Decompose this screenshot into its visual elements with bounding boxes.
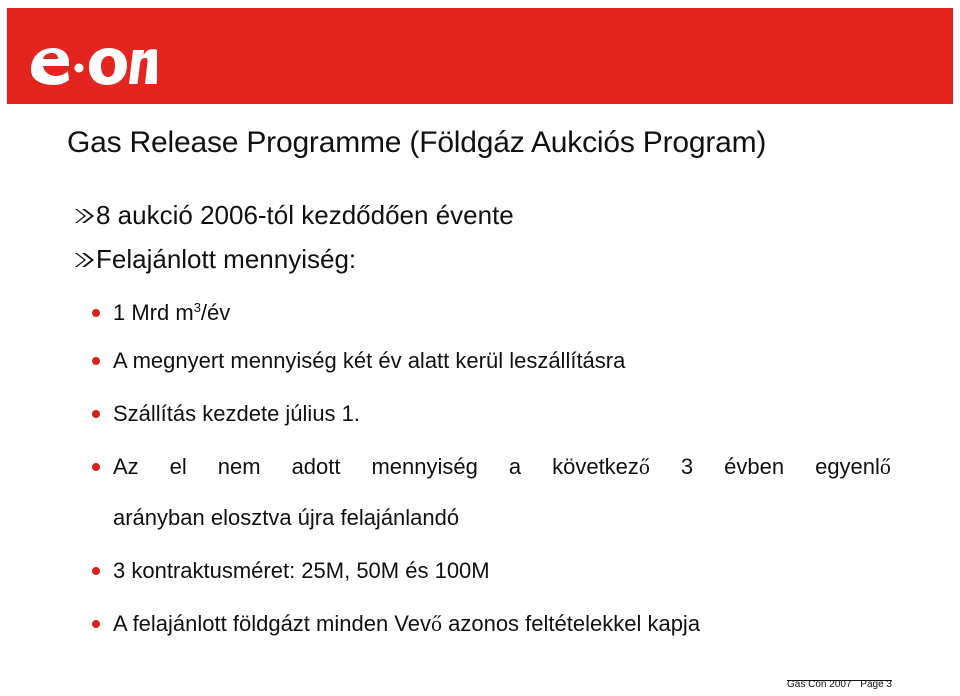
main-bullet-text: 8 aukció 2006-tól kezdődően évente (96, 200, 514, 230)
word: a (508, 454, 522, 479)
bullet-dot-icon (92, 309, 100, 317)
text-part: ő (431, 611, 442, 636)
word: Az (113, 454, 139, 479)
bullet-dot-icon (92, 357, 100, 365)
word: 3 (680, 454, 694, 479)
sub-bullet-unsold-line2: arányban elosztva újra felajánlandó (113, 505, 460, 530)
sub-bullet-delivery-start: Szállítás kezdete július 1. (113, 401, 361, 426)
volume-unit: /év (200, 300, 231, 325)
slide-title: Gas Release Programme (Földgáz Aukciós Program) (67, 126, 767, 159)
footer (781, 679, 892, 690)
eon-logo-icon (25, 34, 157, 90)
footer-page-number: Page 3 (860, 679, 892, 690)
bullet-dot-icon (92, 410, 100, 418)
arrow-bullet-icon (72, 249, 94, 271)
header-banner (7, 8, 953, 104)
word-part: ő (879, 454, 891, 479)
sub-bullet-delivery-period: A megnyert mennyiség két év alatt kerül leszállításra (113, 348, 626, 373)
bullet-dot-icon (92, 463, 100, 471)
volume-text: 1 Mrd m (113, 300, 194, 325)
text-part: A felajánlott földgázt minden Vev (113, 611, 431, 636)
main-bullet-text: Felajánlott mennyiség: (96, 244, 357, 274)
footer-event: Gas Con 2007 (787, 679, 852, 690)
sub-bullet-volume (113, 300, 230, 326)
eon-logo (25, 34, 157, 90)
bullet-dot-icon (92, 620, 100, 628)
main-bullet-quantity (72, 244, 356, 275)
word-part: következ (552, 454, 639, 479)
word-part: ő (638, 454, 650, 479)
word: adott (291, 454, 341, 479)
bullet-dot-icon (92, 567, 100, 575)
sub-bullet-contract-sizes: 3 kontraktusméret: 25M, 50M és 100M (113, 558, 490, 583)
word: el (169, 454, 187, 479)
volume-exponent: 3 (193, 300, 201, 315)
word: évben (724, 454, 785, 479)
word-part: egyenl (815, 454, 880, 479)
word: nem (217, 454, 261, 479)
sub-bullet-buyer-terms (113, 611, 700, 637)
arrow-bullet-icon (72, 205, 94, 227)
word (815, 454, 891, 480)
text-part: azonos feltételekkel kapja (442, 611, 701, 636)
main-bullet-auctions (72, 200, 514, 231)
sub-bullet-unsold-line1 (113, 454, 891, 480)
word: mennyiség (371, 454, 478, 479)
word (552, 454, 650, 480)
